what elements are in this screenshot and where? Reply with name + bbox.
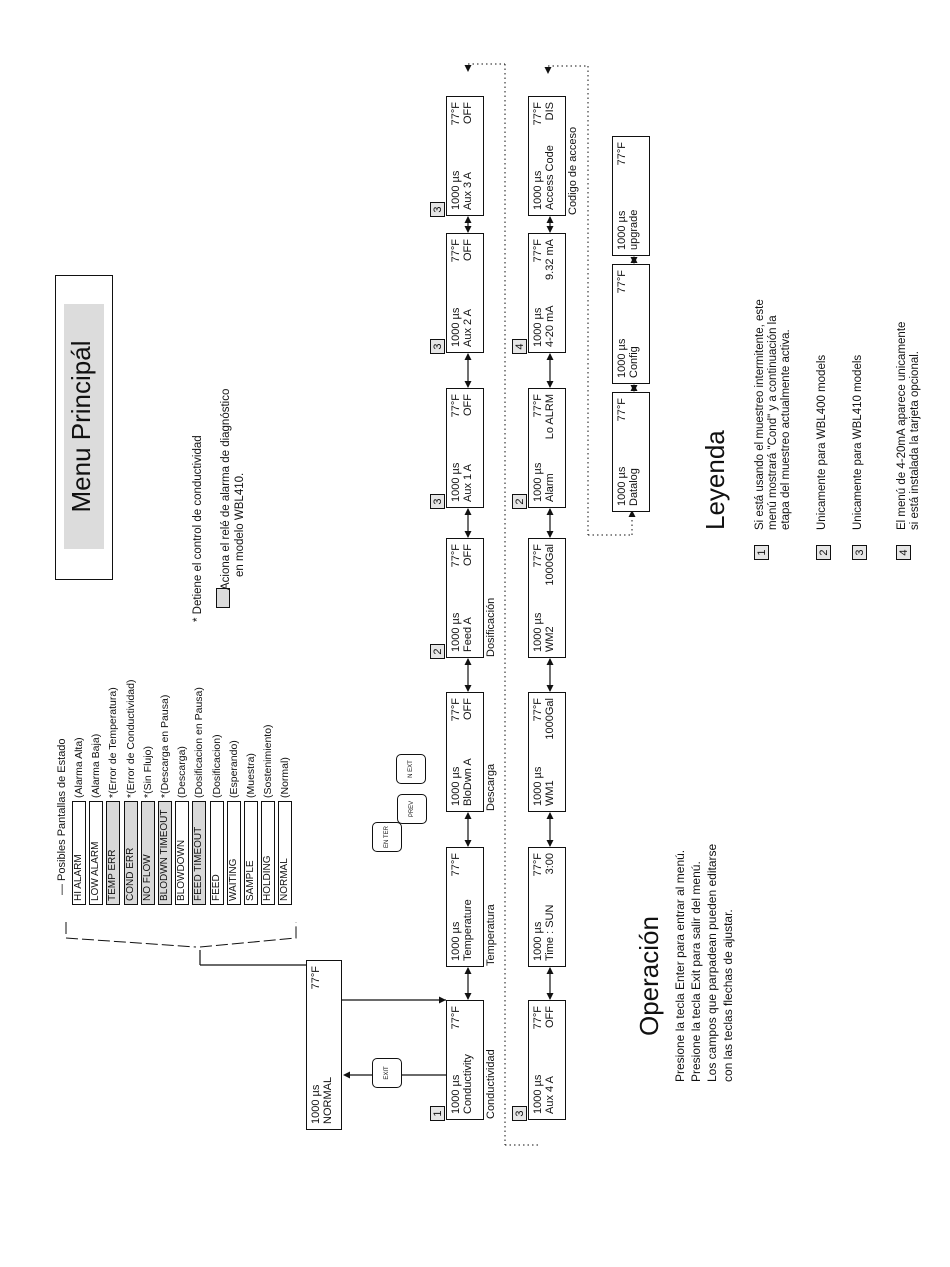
status-code-box: FEED: [210, 801, 224, 905]
row1-screen: [446, 1000, 484, 1120]
lcd-label: Config: [628, 346, 640, 378]
lcd-line-1: [532, 394, 544, 502]
lcd-line-1: [450, 394, 462, 502]
star-note: * Detiene el control de conductividad: [192, 435, 204, 622]
next-key[interactable]: N EXT: [396, 754, 426, 784]
row2-screen: [528, 1000, 566, 1120]
operation-line: Presione la tecla Exit para salir del menú.: [689, 861, 703, 1082]
status-desc: [73, 737, 85, 798]
arrow-head: [465, 381, 472, 388]
legend-number: 3: [852, 545, 867, 560]
row1-screen: [446, 692, 484, 812]
arrow-head: [547, 812, 554, 819]
operation-line: con las teclas flechas de ajustar.: [721, 909, 735, 1082]
arrow-head: [465, 216, 472, 223]
lcd-line-2: [462, 1006, 474, 1114]
lcd-label: WM2: [544, 626, 556, 652]
row2-screen: [528, 847, 566, 967]
status-desc-text: (Dosificacion en Pausa): [193, 687, 206, 798]
row3-screen: [612, 136, 650, 256]
lcd-line-1: [532, 102, 544, 210]
legend-title: Leyenda: [700, 430, 730, 530]
operation-title: Operación: [634, 916, 664, 1036]
lcd-temp: 77°F: [532, 102, 544, 126]
arrow-head: [465, 812, 472, 819]
legend-ref-tag: 1: [430, 1106, 445, 1121]
status-code-box: SAMPLE: [244, 801, 258, 905]
arrow-head: [547, 840, 554, 847]
legend-ref-tag: 4: [512, 339, 527, 354]
lcd-line-2: [544, 239, 556, 347]
status-desc: [142, 746, 154, 798]
status-code-box: BLODWN TIMEOUT: [158, 801, 172, 905]
lcd-value: 1000 µs: [616, 466, 628, 506]
lcd-line-2: [544, 544, 556, 652]
lcd-line-1: [532, 1006, 544, 1114]
lcd-line-2: [544, 394, 556, 502]
arrow-head: [547, 216, 554, 223]
legend-ref-tag: 3: [512, 1106, 527, 1121]
lcd-state: OFF: [462, 239, 474, 261]
legend-text-line: Unicamente para WBL410 models: [852, 354, 864, 530]
operation-line: Los campos que parpadean pueden editarse: [705, 843, 719, 1082]
lcd-state: 9.32 mA: [544, 239, 556, 280]
legend-ref-tag: 2: [512, 494, 527, 509]
lcd-line-2: [628, 270, 640, 378]
lcd-line-2: [462, 544, 474, 652]
lcd-line-2: [462, 102, 474, 210]
lcd-value: 1000 µs: [532, 307, 544, 347]
lcd-state: DIS: [544, 102, 556, 121]
status-desc-text: (Dosificacion): [210, 734, 223, 798]
row3-screen: [612, 392, 650, 512]
status-desc: [125, 680, 137, 798]
arrow-head: [465, 967, 472, 974]
lcd-temp: 77°F: [450, 394, 462, 418]
arrow-head: [547, 993, 554, 1000]
lcd-temp: 77°F: [616, 398, 628, 422]
legend-number: 1: [754, 545, 769, 560]
legend-text-line: Si está usando el muestreo intermitente, este: [754, 299, 766, 530]
lcd-state: OFF: [462, 544, 474, 566]
status-code-box: LOW ALARM: [89, 801, 103, 905]
lcd-value: 1000 µs: [532, 766, 544, 806]
status-desc: [193, 687, 205, 798]
lcd-temp: 77°F: [450, 853, 462, 877]
lcd-temp: 77°F: [532, 394, 544, 418]
lcd-temp: 77°F: [450, 698, 462, 722]
arrow-head: [465, 685, 472, 692]
status-desc-text: (Sin Flujo): [141, 746, 154, 794]
legend-ref-tag: 2: [430, 644, 445, 659]
lcd-temp: 77°F: [616, 142, 628, 166]
lcd-temp: 77°F: [532, 1006, 544, 1030]
row1-caption: Conductividad: [485, 1049, 497, 1119]
status-code-box: WAITING: [227, 801, 241, 905]
row2-screen: [528, 96, 566, 216]
status-desc: [279, 757, 291, 798]
legend-text-line: menú mostrará "Cond" y a continuación la: [767, 315, 779, 530]
gray-note-line2: en modelo WBL410.: [234, 472, 246, 577]
arrow-head: [547, 381, 554, 388]
lcd-line-1: [450, 853, 462, 961]
lcd-line-1: [450, 102, 462, 210]
row1-screen: [446, 233, 484, 353]
status-desc-text: (Normal): [279, 757, 292, 798]
page-title: Menu Principál: [66, 340, 96, 513]
lcd-value: 1000 µs: [450, 1074, 462, 1114]
status-desc-text: (Error de Temperatura): [107, 687, 120, 794]
gray-note-line1: Aciona el relé de alarma de diagnóstico: [220, 388, 232, 590]
lcd-state: OFF: [462, 394, 474, 416]
status-star: *: [141, 793, 154, 798]
status-desc-text: (Error de Conductividad): [124, 679, 137, 794]
row2-screen: [528, 692, 566, 812]
lcd-label: Aux 3 A: [462, 172, 474, 210]
lcd-line-2: [544, 698, 556, 806]
gray-swatch: [216, 588, 230, 608]
lcd-value: 1000 µs: [450, 462, 462, 502]
arrow-head: [465, 226, 472, 233]
lcd-temp: 77°F: [532, 544, 544, 568]
status-desc-text: (Descarga): [176, 746, 189, 798]
status-desc: [107, 687, 119, 798]
lcd-label: Aux 4 A: [544, 1076, 556, 1114]
lcd-label: Access Code: [544, 145, 556, 210]
lcd-label: Aux 2 A: [462, 309, 474, 347]
status-desc: [211, 734, 223, 798]
lcd-line-2: [462, 853, 474, 961]
row2-screen: [528, 233, 566, 353]
status-code-box: TEMP ERR: [106, 801, 120, 905]
lcd-temp: 77°F: [450, 102, 462, 126]
title-box: [55, 275, 113, 580]
lcd-value: 1000 µs: [532, 612, 544, 652]
arrow-head: [547, 353, 554, 360]
row1-caption: Dosificación: [485, 597, 497, 657]
lcd-state: Lo ALRM: [544, 394, 556, 440]
status-code-box: FEED TIMEOUT: [192, 801, 206, 905]
arrow-head: [547, 658, 554, 665]
row2-screen: [528, 388, 566, 508]
status-desc: [262, 724, 274, 798]
legend-text-line: si está instalada la tarjeta opcional.: [909, 351, 921, 530]
status-desc-text: (Muestra): [245, 753, 257, 798]
lcd-line-2: [462, 239, 474, 347]
lcd-state: OFF: [544, 1006, 556, 1028]
arrow-head: [547, 967, 554, 974]
lcd-state: 1000Gal: [544, 698, 556, 740]
lcd-label: Temperature: [462, 899, 474, 961]
lcd-state: 3:00: [544, 853, 556, 875]
arrow-head: [439, 997, 446, 1004]
lcd-state: 1000Gal: [544, 544, 556, 586]
status-desc-text: (Descarga en Pausa): [159, 694, 171, 794]
arrow-head: [465, 658, 472, 665]
arrow-head: [547, 531, 554, 538]
lcd-temp: 77°F: [616, 270, 628, 294]
lcd-value: 1000 µs: [450, 612, 462, 652]
lcd-temp: 77°F: [450, 1006, 462, 1030]
lcd-value: 1000 µs: [532, 921, 544, 961]
lcd-line-2: [544, 1006, 556, 1114]
lcd-state: OFF: [462, 102, 474, 124]
lcd-label: BloDwn A: [462, 758, 474, 806]
row1-screen: [446, 847, 484, 967]
lcd-line-1: [450, 544, 462, 652]
lcd-line-1: [532, 544, 544, 652]
status-brace: [66, 922, 296, 947]
lcd-line-2: [544, 102, 556, 210]
legend-number: 4: [896, 545, 911, 560]
lcd-line-2: [628, 398, 640, 506]
lcd-label: upgrade: [628, 209, 640, 250]
lcd-line-1: [450, 239, 462, 347]
arrow-head: [465, 531, 472, 538]
lcd-line-2: [462, 698, 474, 806]
lcd-state: OFF: [462, 698, 474, 720]
lcd-label: Datalog: [628, 468, 640, 506]
status-desc: [245, 753, 257, 798]
arrow-head: [547, 226, 554, 233]
status-desc-text: (Esperando): [227, 740, 240, 798]
lcd-label: WM1: [544, 780, 556, 806]
status-code-box: HI ALARM: [72, 801, 86, 905]
enter-key[interactable]: EN TER: [372, 822, 402, 852]
lcd-temp: 77°F: [450, 239, 462, 263]
status-desc: [90, 734, 102, 798]
lcd-temp: 77°F: [532, 239, 544, 263]
legend-text-line: etapa del muestreo actualmente activa.: [780, 329, 792, 530]
status-desc: [159, 695, 171, 798]
lcd-temp: 77°F: [532, 698, 544, 722]
arrow-head: [465, 508, 472, 515]
status-desc-text: (Alarma Alta): [73, 737, 85, 798]
arrow-head: [465, 65, 472, 72]
lcd-line-2: [544, 853, 556, 961]
legend-number: 2: [816, 545, 831, 560]
prev-key[interactable]: PREV: [397, 794, 427, 824]
lcd-label: Aux 1 A: [462, 464, 474, 502]
status-star: *: [159, 793, 171, 798]
lcd-value: 1000 µs: [450, 921, 462, 961]
lcd-temp: 77°F: [532, 853, 544, 877]
status-desc-text: (Alarma Baja): [90, 733, 103, 798]
lcd-label: Alarm: [544, 473, 556, 502]
home-screen: 1000 µs 77°F NORMAL: [306, 960, 342, 1130]
row1-caption: Temperatura: [485, 904, 497, 966]
row1-screen: [446, 96, 484, 216]
status-desc: [228, 740, 240, 798]
legend-ref-tag: 3: [430, 339, 445, 354]
status-star: *: [124, 793, 137, 798]
lcd-line-1: [450, 698, 462, 806]
status-code-box: COND ERR: [124, 801, 138, 905]
row2-caption: Codigo de acceso: [567, 126, 579, 215]
lcd-line-1: [532, 698, 544, 806]
arrow-head: [547, 508, 554, 515]
lcd-value: 1000 µs: [450, 170, 462, 210]
arrow-head: [343, 1072, 350, 1079]
row1-caption: Descarga: [485, 763, 497, 811]
arrow-head: [547, 685, 554, 692]
lcd-line-1: [532, 853, 544, 961]
arrow-head: [465, 840, 472, 847]
arrow-head: [545, 67, 552, 74]
lcd-value: 1000 µs: [532, 462, 544, 502]
lcd-line-1: [616, 142, 628, 250]
lcd-label: Feed A: [462, 617, 474, 652]
operation-line: Presione la tecla Enter para entrar al menú.: [673, 849, 687, 1082]
arrow-head: [465, 353, 472, 360]
lcd-value: 1000 µs: [532, 170, 544, 210]
status-star: *: [107, 793, 120, 798]
row2-screen: [528, 538, 566, 658]
lcd-line-1: [450, 1006, 462, 1114]
lcd-value: 1000 µs: [450, 766, 462, 806]
lcd-label: 4-20 mA: [544, 305, 556, 347]
status-code-box: BLOWDOWN: [175, 801, 189, 905]
status-desc: [176, 746, 188, 798]
row3-screen: [612, 264, 650, 384]
lcd-line-1: [616, 270, 628, 378]
lcd-value: 1000 µs: [450, 307, 462, 347]
legend-ref-tag: 3: [430, 494, 445, 509]
row1-screen: [446, 538, 484, 658]
legend-text-line: El menú de 4-20mA aparece unicamente: [896, 321, 908, 530]
lcd-line-1: [616, 398, 628, 506]
status-code-box: NORMAL: [278, 801, 292, 905]
status-code-box: HOLDING: [261, 801, 275, 905]
row1-screen: [446, 388, 484, 508]
lcd-value: 1000 µs: [532, 1074, 544, 1114]
lcd-value: 1000 µs: [616, 338, 628, 378]
legend-ref-tag: 3: [430, 202, 445, 217]
lcd-label: Time : SUN: [544, 904, 556, 961]
status-desc-text: (Sostenimiento): [262, 724, 275, 798]
lcd-line-2: [628, 142, 640, 250]
lcd-line-2: [462, 394, 474, 502]
lcd-value: 1000 µs: [616, 210, 628, 250]
lcd-label: Conductivity: [462, 1054, 474, 1114]
legend-text-line: Unicamente para WBL400 models: [816, 354, 828, 530]
exit-key[interactable]: EXIT: [372, 1058, 402, 1088]
arrow-head: [465, 993, 472, 1000]
status-heading: — Posibles Pantallas de Estado: [56, 738, 68, 895]
lcd-line-1: [532, 239, 544, 347]
lcd-temp: 77°F: [450, 544, 462, 568]
status-code-box: NO FLOW: [141, 801, 155, 905]
